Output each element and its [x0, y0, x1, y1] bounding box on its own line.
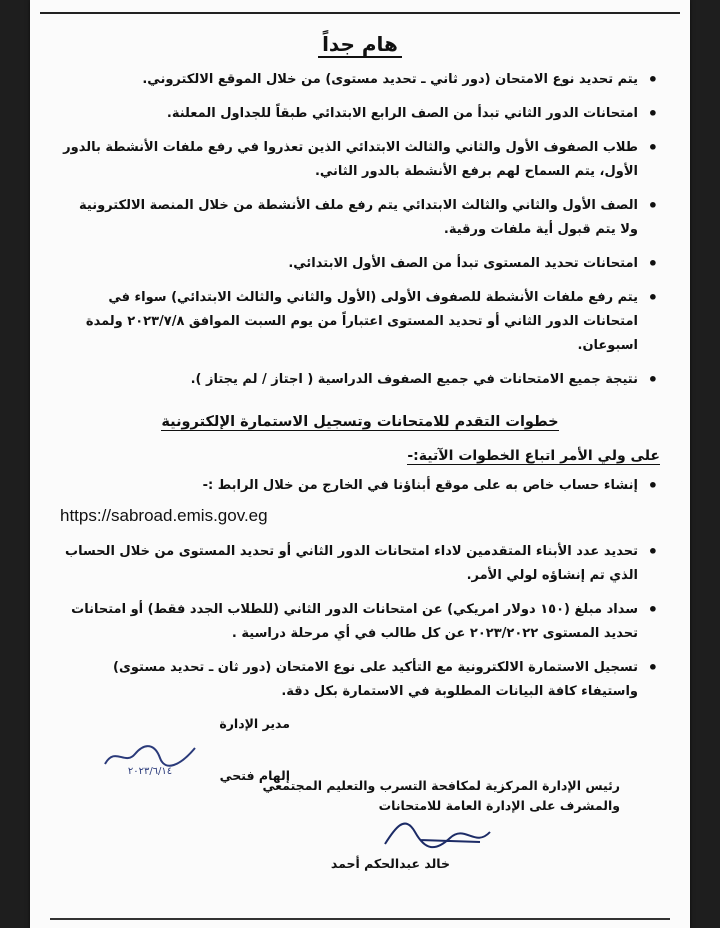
note-item: • نتيجة جميع الامتحانات في جميع الصفوف الدراسية ( اجتاز / لم يجتاز ). [60, 368, 660, 392]
guardian-subheading: على ولي الأمر اتباع الخطوات الآتية:- [407, 448, 660, 464]
note-item: • طلاب الصفوف الأول والثاني والثالث الابتدائي الذين تعذروا في رفع ملفات الأنشطة بالدور الأول، يتم السماح لهم برفع الأنشطة بالدور الثاني. [60, 136, 660, 184]
director-handwritten-signature [100, 736, 200, 776]
director-date: ٢٠٢٣/٦/١٤ [127, 766, 173, 776]
head-name: خالد عبدالحكم أحمد [330, 856, 450, 871]
step-item: • تحديد عدد الأبناء المتقدمين لاداء امتحانات الدور الثاني أو تحديد المستوى من خلال الحساب الذي تم إنشاؤه لولي الأمر. [60, 540, 660, 588]
section-title: خطوات التقدم للامتحانات وتسجيل الاستمارة الإلكترونية [161, 414, 559, 430]
document-body [60, 32, 660, 884]
signature-block [60, 714, 660, 884]
director-name: إلهام فتحي [219, 768, 290, 783]
important-notes-list [60, 68, 660, 392]
note-item: • يتم تحديد نوع الامتحان (دور ثاني ـ تحديد مستوى) من خلال الموقع الالكتروني. [60, 68, 660, 92]
head-title-line2: والمشرف على الإدارة العامة للامتحانات [378, 798, 620, 813]
note-item: • يتم رفع ملفات الأنشطة للصفوف الأولى (الأول والثاني والثالث الابتدائي) سواء في امتحانات الدور الثاني أو تحديد المستوى اعتباراً من يوم السبت الموافق ٢٠٢٣/٧/٨ ولمدة اسبوعان. [60, 286, 660, 358]
note-item: • امتحانات الدور الثاني تبدأ من الصف الرابع الابتدائي طبقاً للجداول المعلنة. [60, 102, 660, 126]
note-item: • امتحانات تحديد المستوى تبدأ من الصف الأول الابتدائي. [60, 252, 660, 276]
director-title: مدير الإدارة [219, 716, 290, 731]
top-rule [40, 12, 680, 14]
step-item: • إنشاء حساب خاص به على موقع أبناؤنا في الخارج من خلال الرابط :- [60, 474, 660, 498]
steps-list [60, 474, 660, 498]
bottom-rule [50, 918, 670, 920]
head-handwritten-signature [380, 818, 500, 858]
steps-list-continued [60, 540, 660, 704]
step-item: • تسجيل الاستمارة الالكترونية مع التأكيد على نوع الامتحان (دور ثان ـ تحديد مستوى) واستيفاء كافة البيانات المطلوبة في الاستمارة بكل دقة. [60, 656, 660, 704]
document-page [30, 0, 690, 928]
head-title-line1: رئيس الإدارة المركزية لمكافحة التسرب والتعليم المجتمعي [262, 778, 620, 793]
registration-link[interactable]: https://sabroad.emis.gov.eg [60, 506, 268, 525]
note-item: • الصف الأول والثاني والثالث الابتدائي يتم رفع ملف الأنشطة من خلال المنصة الالكترونية ولا يتم قبول أية ملفات ورقية. [60, 194, 660, 242]
page-title: هام جداً [60, 32, 660, 56]
step-item: • سداد مبلغ (١٥٠ دولار امريكي) عن امتحانات الدور الثاني (للطلاب الجدد فقط) أو امتحانات تحديد المستوى ٢٠٢٣/٢٠٢٢ عن كل طالب في أي مرحلة دراسية . [60, 598, 660, 646]
